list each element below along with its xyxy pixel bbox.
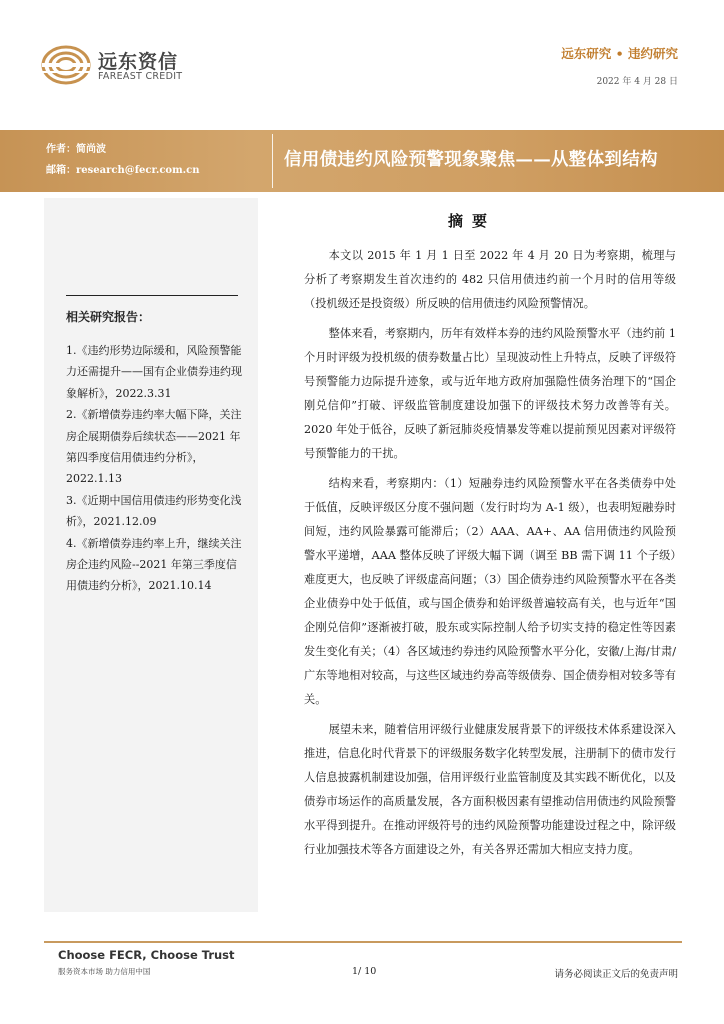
related-report-item[interactable]: 2.《新增债券违约率大幅下降，关注房企展期债券后续状态——2021 年第四季度信用债违约分析》，2022.1.13 — [66, 408, 242, 486]
logo-english-name: FAREAST CREDIT — [98, 71, 183, 82]
logo-chinese-name: 远东资信 — [98, 51, 179, 73]
page-number: 1/ 10 — [352, 966, 377, 977]
report-date: 2022 年 4 月 28 日 — [596, 77, 678, 87]
abstract-body — [304, 244, 676, 868]
footer-slogan: Choose FECR, Choose Trust — [58, 948, 235, 962]
disclaimer-note: 请务必阅读正文后的免责声明 — [554, 969, 678, 980]
abstract-heading: 摘要 — [448, 212, 497, 230]
sidebar-divider — [66, 295, 238, 296]
abstract-paragraph: 结构来看，考察期内：（1）短融券违约风险预警水平在各类债券中处于低值，反映评级区分度不强问题（发行时均为 A-1 级），也表明短融券时间短，违约风险暴露可能滞后；（2）AAA、AA+、AA 信用债违约风险预警水平递增，AAA 整体反映了评级大幅下调（调至 BB 需下调 11 个子级）难度更大，也反映了评级虚高问题；（3）国企债券违约风险预警水平在各类企业债券中处于低值，或与国企债券和始评级普遍较高有关，也与近年“国企刚兑信仰”逐渐被打破，股东或实际控制人给予切实支持的稳定性等因素发生变化有关；（4）各区域违约券违约风险预警水平分化，安徽/上海/甘肃/广东等地相对较高，与这些区域违约券高等级债券、国企债券相对较多等有关。 — [304, 477, 676, 706]
related-report-item[interactable]: 1.《违约形势边际缓和，风险预警能力还需提升——国有企业债券违约现象解析》，2022.3.31 — [66, 344, 242, 400]
report-series: 远东研究 • 违约研究 — [561, 46, 678, 61]
abstract-paragraph: 整体来看，考察期内，历年有效样本券的违约风险预警水平（违约前 1 个月时评级为投机级的债券数量占比）呈现波动性上升特点，反映了评级符号预警能力边际提升迹象，或与近年地方政府加强隐性债务治理下的“国企刚兑信仰”打破、评级监管制度建设加强下的评级技术努力改善等有关。2020 年处于低谷，反映了新冠肺炎疫情暴发等难以提前预见因素对评级符号预警能力的干扰。 — [304, 327, 676, 460]
author-line: 作者：简尚波 — [46, 144, 106, 155]
related-reports-heading: 相关研究报告： — [66, 310, 151, 324]
footer-divider — [44, 941, 682, 943]
footer-slogan-cn: 服务资本市场 助力信用中国 — [58, 967, 151, 976]
related-report-item[interactable]: 3.《近期中国信用债违约形势变化浅析》，2021.12.09 — [66, 493, 242, 529]
report-title: 信用债违约风险预警现象聚焦——从整体到结构 — [284, 150, 658, 170]
banner-divider — [272, 134, 273, 188]
abstract-paragraph: 展望未来，随着信用评级行业健康发展背景下的评级技术体系建设深入推进，信息化时代背景下的评级服务数字化转型发展，注册制下的债市发行人信息披露机制建设加强，信用评级行业监管制度及其实践不断优化，以及债券市场运作的高质量发展，各方面积极因素有望推动信用债违约风险预警水平得到提升。在推动评级符号的违约风险预警功能建设过程之中，除评级行业加强技术等各方面建设之外，有关各界还需加大相应支持力度。 — [304, 723, 676, 856]
abstract-paragraph: 本文以 2015 年 1 月 1 日至 2022 年 4 月 20 日为考察期，梳理与分析了考察期发生首次违约的 482 只信用债违约前一个月时的信用等级（投机级还是投资级）所反映的信用债违约风险预警情况。 — [304, 249, 676, 310]
company-logo — [40, 44, 200, 88]
related-report-item[interactable]: 4.《新增债券违约率上升，继续关注房企违约风险--2021 年第三季度信用债违约分析》，2021.10.14 — [66, 536, 242, 593]
email-line: 邮箱：research@fecr.com.cn — [46, 165, 200, 176]
fareast-logo-icon — [40, 44, 92, 86]
related-reports-list — [66, 340, 246, 597]
